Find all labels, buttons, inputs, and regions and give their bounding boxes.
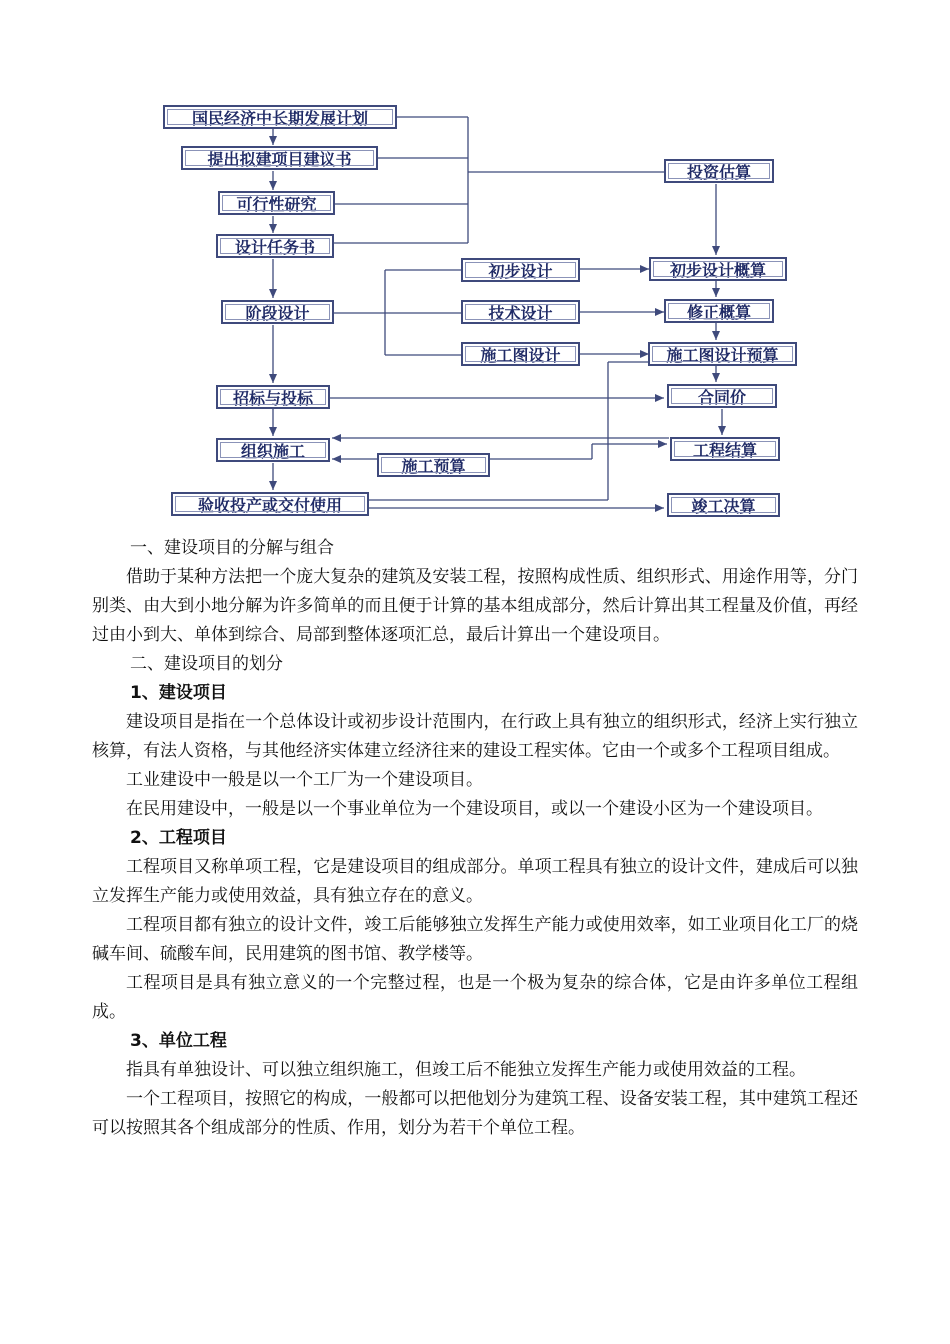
flow-contract-price: 合同价 [667, 384, 777, 408]
subsection-heading: 2、工程项目 [130, 828, 227, 848]
flow-acceptance: 验收投产或交付使用 [171, 492, 369, 516]
flow-preliminary-estimate: 初步设计概算 [649, 257, 787, 281]
subsection-heading: 3、单位工程 [130, 1031, 227, 1051]
flow-construction: 组织施工 [216, 438, 330, 462]
flow-technical-design: 技术设计 [461, 300, 580, 324]
document-body [92, 534, 858, 1143]
flow-construction-drawing-design: 施工图设计 [461, 342, 580, 366]
flow-feasibility-study: 可行性研究 [218, 191, 335, 215]
paragraph: 一个工程项目，按照它的构成，一般都可以把他划分为建筑工程、设备安装工程，其中建筑工程还可以按照其各个组成部分的性质、作用，划分为若干个单位工程。 [92, 1089, 858, 1138]
section-heading: 一、建设项目的分解与组合 [130, 538, 334, 558]
flow-investment-estimate: 投资估算 [664, 159, 774, 183]
flow-bidding: 招标与投标 [216, 385, 330, 409]
flow-final-accounts: 竣工决算 [667, 493, 780, 517]
paragraph: 工程项目是具有独立意义的一个完整过程，也是一个极为复杂的综合体，它是由许多单位工程组成。 [92, 973, 858, 1022]
section-heading: 二、建设项目的划分 [130, 654, 283, 674]
flow-design-task-book: 设计任务书 [216, 234, 334, 258]
flow-drawing-budget: 施工图设计预算 [648, 342, 797, 366]
paragraph: 工程项目又称单项工程，它是建设项目的组成部分。单项工程具有独立的设计文件，建成后可以独立发挥生产能力或使用效益，具有独立存在的意义。 [92, 857, 858, 906]
paragraph: 在民用建设中，一般是以一个事业单位为一个建设项目，或以一个建设小区为一个建设项目。 [126, 799, 823, 819]
flow-settlement: 工程结算 [670, 437, 780, 461]
flow-construction-budget: 施工预算 [377, 453, 490, 477]
flow-project-proposal: 提出拟建项目建议书 [181, 146, 378, 170]
paragraph: 建设项目是指在一个总体设计或初步设计范围内，在行政上具有独立的组织形式，经济上实行独立核算，有法人资格，与其他经济实体建立经济往来的建设工程实体。它由一个或多个工程项目组成。 [92, 712, 858, 761]
subsection-heading: 1、建设项目 [130, 683, 227, 703]
paragraph: 工业建设中一般是以一个工厂为一个建设项目。 [126, 770, 483, 790]
flow-stage-design: 阶段设计 [221, 300, 334, 324]
flow-preliminary-design: 初步设计 [461, 258, 580, 282]
paragraph: 指具有单独设计、可以独立组织施工，但竣工后不能独立发挥生产能力或使用效益的工程。 [126, 1060, 806, 1080]
flow-national-plan: 国民经济中长期发展计划 [163, 105, 397, 129]
paragraph: 借助于某种方法把一个庞大复杂的建筑及安装工程，按照构成性质、组织形式、用途作用等，分门别类、由大到小地分解为许多简单的而且便于计算的基本组成部分，然后计算出其工程量及价值，再经过由小到大、单体到综合、局部到整体逐项汇总，最后计算出一个建设项目。 [92, 567, 858, 645]
paragraph: 工程项目都有独立的设计文件，竣工后能够独立发挥生产能力或使用效率，如工业项目化工厂的烧碱车间、硫酸车间，民用建筑的图书馆、教学楼等。 [92, 915, 858, 964]
flow-revised-estimate: 修正概算 [664, 299, 774, 323]
